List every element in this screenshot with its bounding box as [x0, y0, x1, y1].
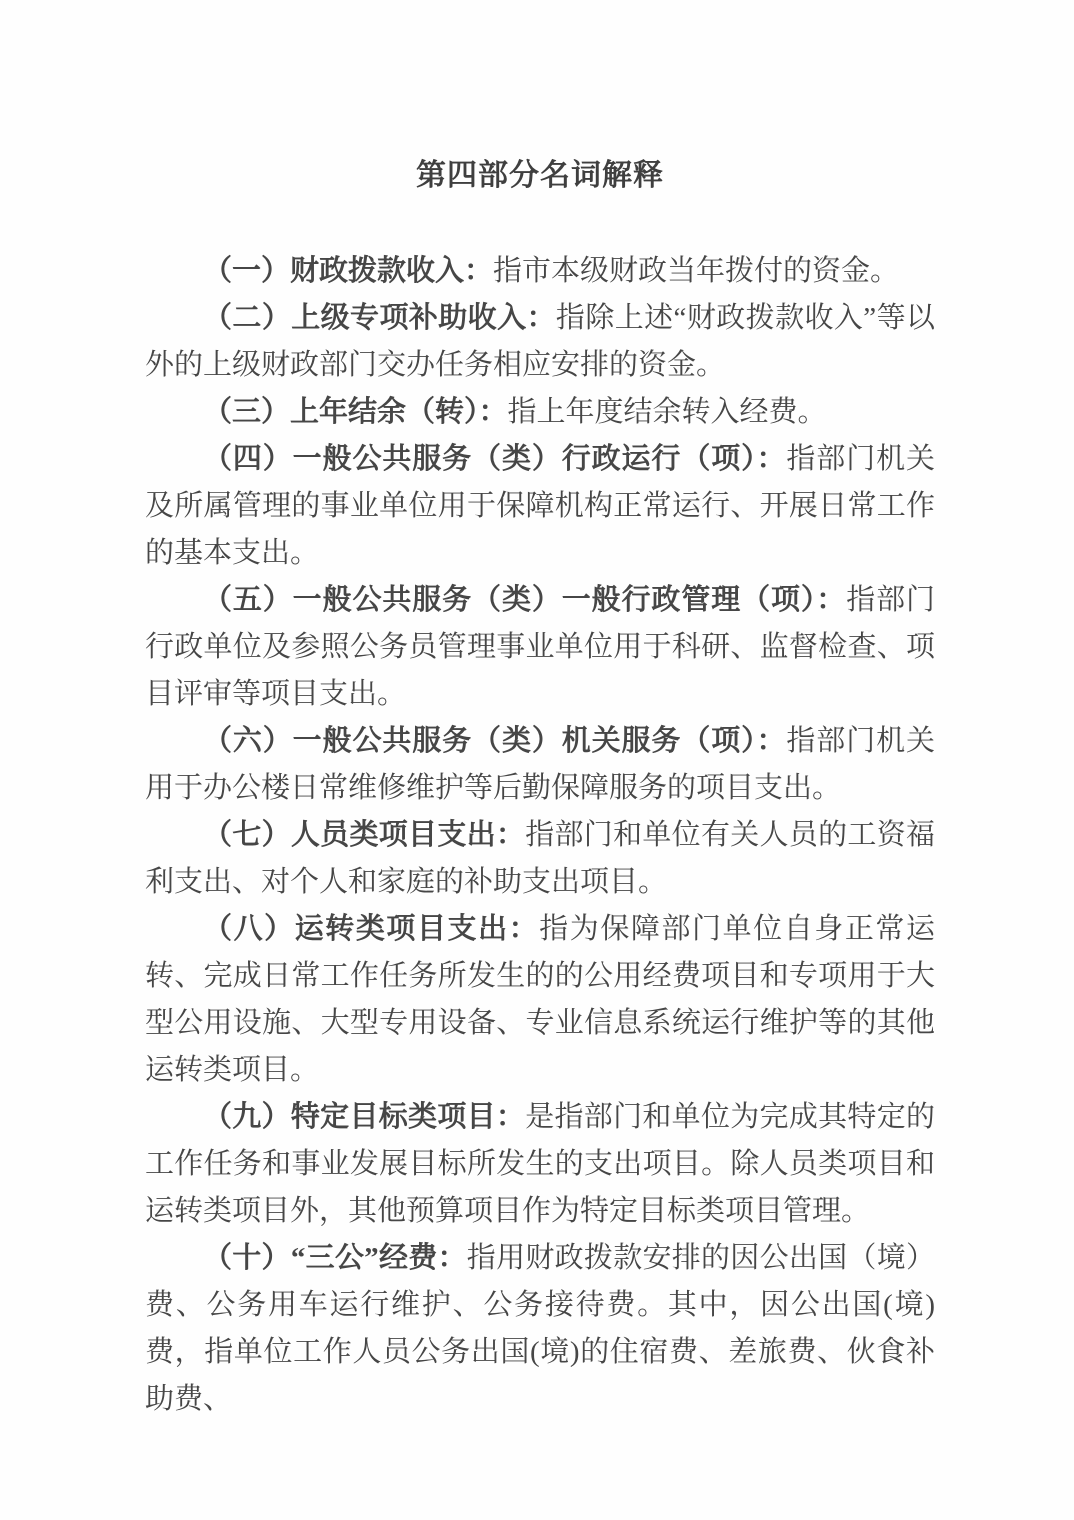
term-paragraph-9 [145, 1094, 935, 1235]
term-definition: 指部门和单位有关人员的工资福利支出、对个人和家庭的补助支出项目。 [145, 819, 935, 898]
term-definition: 指除上述“财政拨款收入”等以外的上级财政部门交办任务相应安排的资金。 [145, 302, 935, 381]
term-paragraph-5 [145, 577, 935, 718]
term-definition: 指用财政拨款安排的因公出国（境）费、公务用车运行维护、公务接待费。其中，因公出国(境)费，指单位工作人员公务出国(境)的住宿费、差旅费、伙食补助费、 [145, 1242, 935, 1415]
term-label: （五）一般公共服务（类）一般行政管理（项）： [203, 584, 847, 616]
term-definition: 指为保障部门单位自身正常运转、完成日常工作任务所发生的的公用经费项目和专项用于大型公用设施、大型专用设备、专业信息系统运行维护等的其他运转类项目。 [145, 913, 935, 1086]
term-definition: 指部门机关用于办公楼日常维修维护等后勤保障服务的项目支出。 [145, 725, 935, 804]
term-paragraph-8 [145, 906, 935, 1094]
term-paragraph-3 [145, 389, 935, 436]
term-label: （十）“三公”经费： [203, 1242, 467, 1274]
term-definition: 是指部门和单位为完成其特定的工作任务和事业发展目标所发生的支出项目。除人员类项目和运转类项目外，其他预算项目作为特定目标类项目管理。 [145, 1101, 935, 1227]
term-paragraph-2 [145, 295, 935, 389]
term-label: （九）特定目标类项目： [203, 1101, 526, 1133]
term-definition: 指部门机关及所属管理的事业单位用于保障机构正常运行、开展日常工作的基本支出。 [145, 443, 935, 569]
term-label: （二）上级专项补助收入： [203, 302, 556, 334]
term-label: （三）上年结余（转）： [203, 396, 508, 428]
term-paragraph-4 [145, 436, 935, 577]
term-label: （七）人员类项目支出： [203, 819, 526, 851]
page-title: 第四部分名词解释 [416, 159, 664, 192]
term-label: （一）财政拨款收入： [203, 255, 494, 287]
term-label: （四）一般公共服务（类）行政运行（项）： [203, 443, 787, 475]
term-definition: 指上年度结余转入经费。 [507, 396, 827, 428]
term-paragraph-6 [145, 718, 935, 812]
term-definition: 指部门行政单位及参照公务员管理事业单位用于科研、监督检查、项目评审等项目支出。 [145, 584, 935, 710]
term-label: （六）一般公共服务（类）机关服务（项）： [203, 725, 787, 757]
term-definition: 指市本级财政当年拨付的资金。 [493, 255, 900, 287]
term-paragraph-1 [145, 248, 935, 295]
term-paragraph-10 [145, 1235, 935, 1423]
term-paragraph-7 [145, 812, 935, 906]
term-label: （八）运转类项目支出： [203, 913, 540, 945]
